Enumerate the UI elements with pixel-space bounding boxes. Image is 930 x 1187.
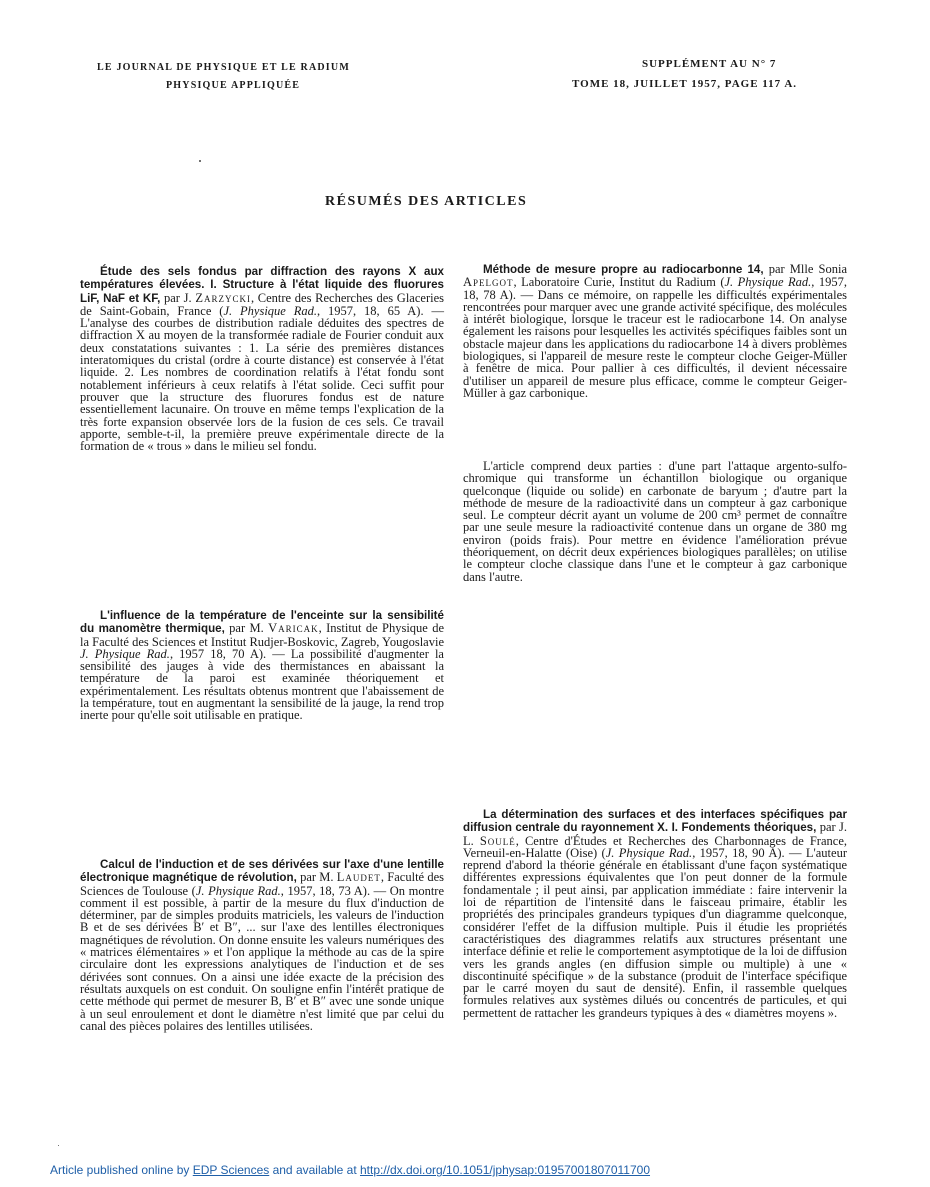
article-title: Calcul de l'induction et de ses dérivées sur l'axe d'une lentille électronique magnétique de révolution, [80, 858, 444, 885]
doi-link[interactable]: http://dx.doi.org/10.1051/jphysap:01957001807011700 [359, 1163, 651, 1177]
reference: , 1957, 18, 90 A). — [692, 845, 806, 860]
reference: , 1957, 18, 73 A). — [280, 883, 390, 898]
tome-page-info: TOME 18, JUILLET 1957, PAGE 117 A. [572, 78, 798, 90]
footer-prefix: Article published online by [50, 1163, 193, 1177]
abstract-body: L'auteur reprend d'abord la théorie générale en établissant d'une façon systématique différentes expressions équivalentes que l'on peut donner de la formule fondamentale ; il peut ainsi, par application immédiate : faire intervenir la loi de répartition de l'intensité dans le faisceau primaire, établir les propriétés des principales grandeurs typiques d'un diagramme quelconque, considérer l'effet de la diffusion multiple. Puis il étudie les propriétés caractéristiques des diagrammes relatifs aux structures présentant une interface définie et relie le comportement asymptotique de la loi de diffusion vers les grands angles (en diffusion simple ou multiple) à une « discontinuité spécifique » de la substance (produit de l'interface spécifique par le carré moyen du saut de densité). Enfin, il rassemble quelques formules relatives aux systèmes dilués ou concentrés de particules, et qui permettent de rattacher les grandeurs typiques à des « diamètres moyens ». [463, 845, 847, 1020]
affiliation: , Centre des Recherches des Glaceries de Saint-Gobain, France ( [80, 290, 444, 318]
publisher-link[interactable]: EDP Sciences [192, 1163, 270, 1177]
author-name: Apelgot [463, 275, 514, 290]
affiliation: , Centre d'Études et Recherches des Charbonnages de France, Verneuil-en-Halatte (Oise) ( [463, 833, 847, 860]
reference: , 1957, 18, 65 A). — [317, 303, 444, 318]
author-prefix: par Mlle Sonia [763, 262, 848, 276]
abstract-body: On montre comment il est possible, à partir de la mesure du flux d'induction de déterminer, par de simples produits matriciels, les valeurs de l'induction B et de ses dérivées B′ et B″, ... sur l'axe des lentilles électroniques magnétiques de révolution. On donne ensuite les valeurs numériques des « matrices élémentaires » et l'on applique la méthode au cas de la spire circulaire dont les expressions analytiques de l'induction et de ses dérivées sont connues. On a ainsi une idée exacte de la précision des résultats auxquels on est conduit. On souligne enfin l'intérêt pratique de cette méthode qui permet de mesurer B, B′ et B″ avec une sonde unique à un seul enroulement et dont le diamètre n'est limité que par celui du canal des pièces polaires des lentilles utilisées. [80, 883, 445, 1033]
abstract-body: Dans ce mémoire, on rappelle les difficultés expérimentales rencontrées pour marquer avec une grande activité spécifique, des molécules à intérêt biologique, lorsque le traceur est le radiocarbone 14. On analyse également les raisons pour lesquelles les activités spécifiques faibles sont un obstacle majeur dans les applications du radiocarbone 14 à divers problèmes biologiques, si l'appareil de mesure reste le compteur cloche Geiger-Müller à fenêtre de mica. Pour pallier à ces difficultés, il devient nécessaire d'utiliser un appareil de mesure plus efficace, comme le compteur Geiger-Müller à gaz carbonique. [463, 287, 847, 400]
section-title: RÉSUMÉS DES ARTICLES [325, 194, 528, 209]
reference: , 1957, 18, 78 A). — [463, 275, 847, 302]
footer-notice [50, 1163, 650, 1177]
author-prefix: par J. L. [463, 820, 848, 848]
journal-name: J. Physique Rad. [605, 845, 693, 860]
abstract-laudet [80, 858, 444, 1032]
author-prefix: par J. [160, 290, 196, 305]
abstract-soule [463, 808, 847, 1019]
article-title: La détermination des surfaces et des interfaces spécifiques par diffusion centrale du rayonnement X. I. Fondements théoriques, [463, 808, 847, 835]
author-name: Soulé [479, 833, 516, 848]
author-prefix: par M. [296, 870, 337, 885]
journal-name-line1: LE JOURNAL DE PHYSIQUE ET LE RADIUM [97, 62, 350, 73]
author-name: Zarzycki [195, 290, 251, 305]
abstract-body-continued: L'article comprend deux parties : d'une part l'attaque argento-sulfo-chromique qui transforme un échantillon biologique ou organique quelconque (liquide ou solide) en carbonate de baryum ; d'autre part la méthode de mesure de la radioactivité dans un compteur à gaz carbonique seul. Le compteur décrit ayant un volume de 200 cm³ permet de connaître par une seule mesure la radioactivité contenue dans un organe de 380 mg environ (poids frais). Pour mettre en évidence l'amélioration prévue théoriquement, on décrit deux expériences biologiques parallèles; on utilise le compteur cloche classique dans l'une et le compteur à gaz carbonique dans l'autre. [463, 459, 847, 584]
journal-name: J. Physique Rad. [80, 646, 170, 661]
author-name: Varicak [268, 621, 319, 636]
abstract-body: L'analyse des courbes de distribution radiale déduites des spectres de diffraction X au moyen de la transformée radiale de Fourier conduit aux deux constatations suivantes : 1. La série des premières distances interatomiques du cristal (ordre à courte distance) est conservée à l'état liquide. 2. Les nombres de coordination relatifs à l'état fondu sont notablement inférieurs à ceux relatifs à l'état solide. Ceci suffit pour prouver que la structure des fluorures fondus est de nature essentiellement lacunaire. On trouve en même temps l'explication de la très forte expansion observée lors de la fusion de ces sels. Ce travail apporte, semble-t-il, la première preuve expérimentale directe de la formation de « trous » dans le milieu sel fondu. [80, 316, 444, 454]
journal-name: J. Physique Rad. [223, 303, 317, 318]
reference: , 1957 18, 70 A). — [169, 646, 291, 661]
affiliation: , Laboratoire Curie, Institut du Radium ( [513, 275, 725, 290]
stray-mark [199, 160, 201, 162]
footer-middle: and available at [269, 1163, 360, 1177]
abstract-apelgot-part2 [463, 460, 847, 583]
stray-mark [58, 1145, 59, 1146]
journal-name: J. Physique Rad. [195, 883, 281, 898]
abstract-varicak [80, 609, 444, 722]
journal-name-line2: PHYSIQUE APPLIQUÉE [166, 80, 301, 91]
article-title: L'influence de la température de l'enceinte sur la sensibilité du manomètre thermique, [80, 609, 444, 636]
supplement-number: SUPPLÉMENT AU N° 7 [642, 58, 777, 70]
journal-name: J. Physique Rad. [724, 275, 812, 290]
author-prefix: par M. [224, 621, 269, 636]
affiliation: , Institut de Physique de la Faculté des Sciences et Institut Rudjer-Boskovic, Zagreb, Yougoslavie [80, 621, 445, 649]
affiliation: , Faculté des Sciences de Toulouse ( [80, 870, 444, 898]
article-title: Méthode de mesure propre au radiocarbonne 14, [483, 263, 764, 276]
abstract-zarzycki [80, 265, 444, 452]
abstract-apelgot [463, 263, 847, 399]
abstract-body: La possibilité d'augmenter la sensibilité des jauges à vide des thermistances en abaissant la température de la paroi est examinée théoriquement et expérimentalement. Les résultats obtenus montrent que l'abaissement de la température, tout en augmentant la sensibilité de la jauge, la rend trop inerte pour qu'elle soit utilisable en pratique. [80, 646, 444, 723]
author-name: Laudet [336, 870, 381, 885]
article-title: Étude des sels fondus par diffraction des rayons X aux températures élevées. I. Structure à l'état liquide des fluorures LiF, NaF et KF, [80, 265, 444, 305]
